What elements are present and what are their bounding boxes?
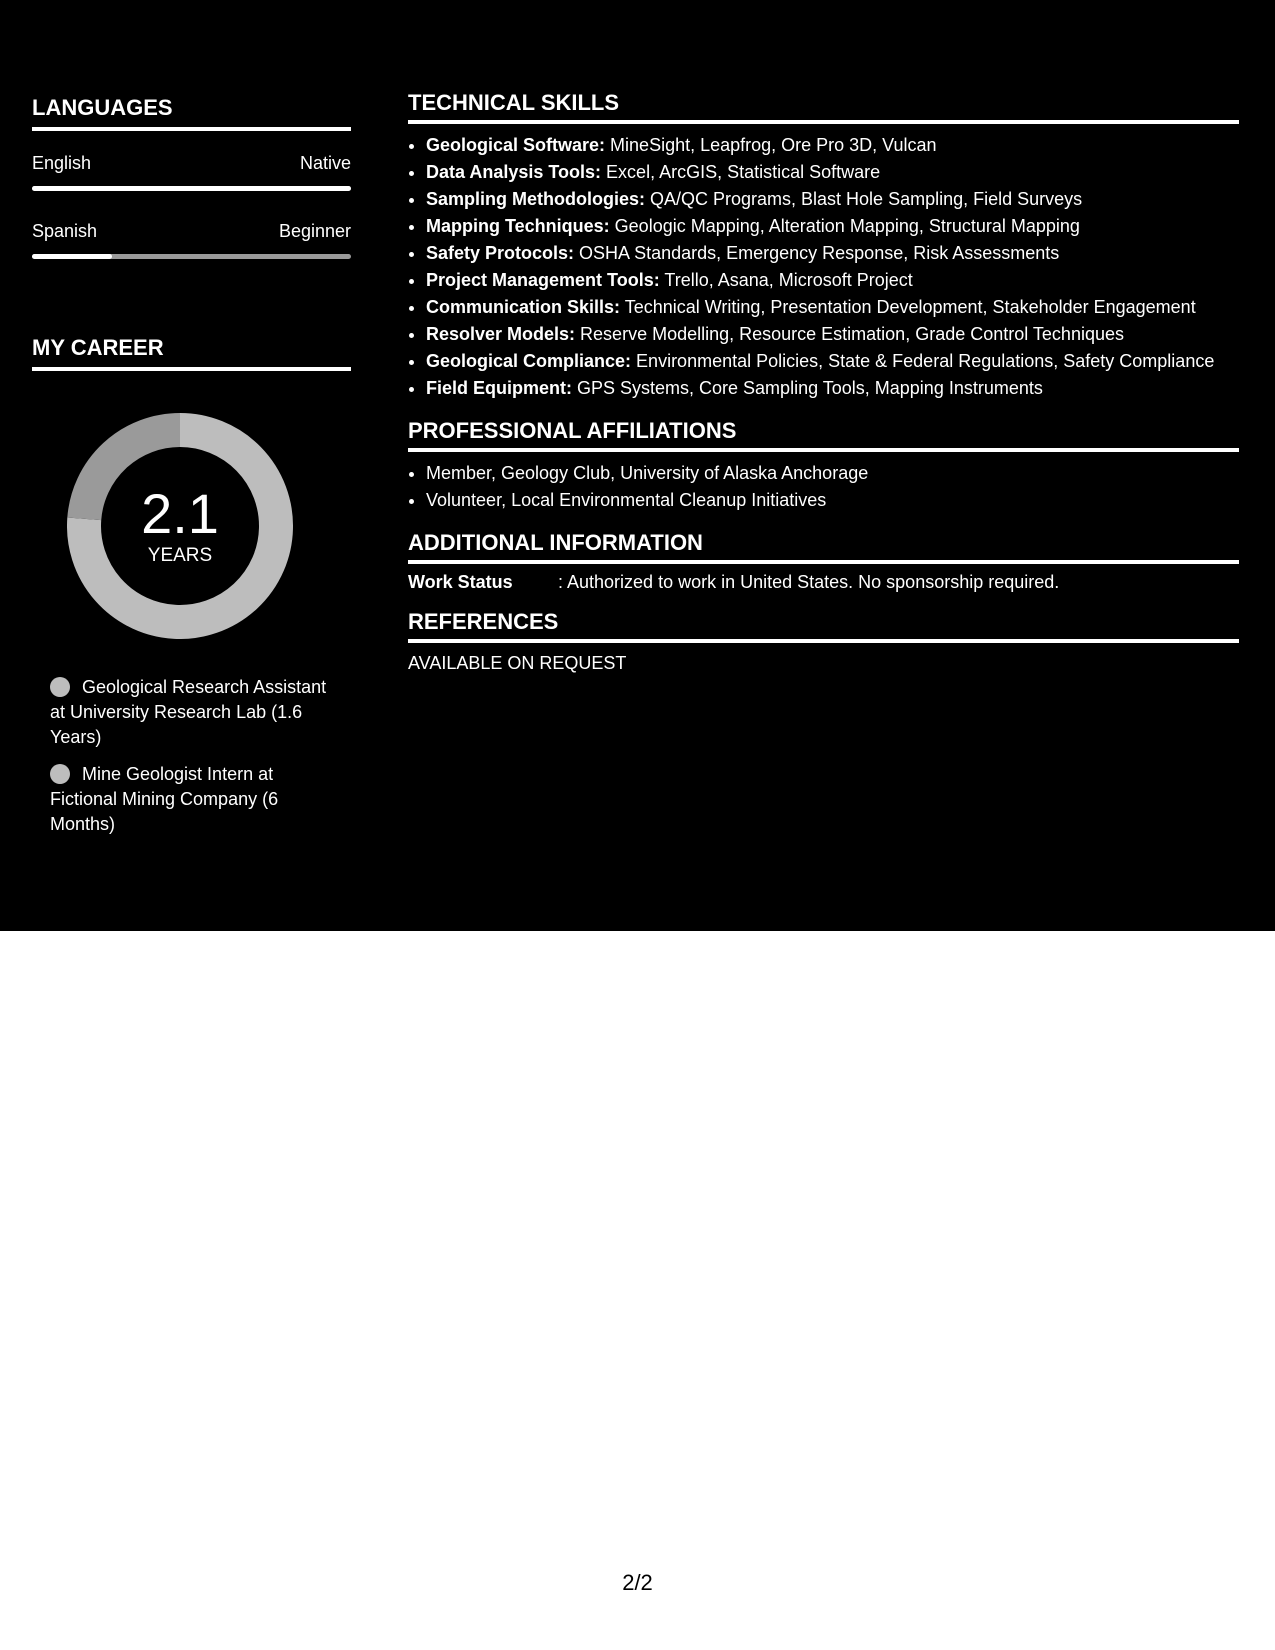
- skill-label: Geological Compliance:: [426, 351, 632, 371]
- language-level: Native: [299, 153, 351, 173]
- skill-text: MineSight, Leapfrog, Ore Pro 3D, Vulcan: [605, 135, 937, 155]
- bullet-dot-icon: [50, 677, 70, 697]
- career-item-text: Mine Geologist Intern at Fictional Mining Company (6 Months): [50, 764, 279, 834]
- career-item: [50, 675, 330, 750]
- skill-item: [426, 240, 1239, 267]
- skill-text: Geologic Mapping, Alteration Mapping, Structural Mapping: [609, 216, 1080, 236]
- language-spanish: [32, 221, 351, 259]
- skill-label: Sampling Methodologies:: [426, 189, 645, 209]
- skill-text: GPS Systems, Core Sampling Tools, Mapping Instruments: [572, 378, 1043, 398]
- skill-item: [426, 294, 1239, 321]
- skill-label: Project Management Tools:: [426, 270, 660, 290]
- sidebar: [32, 95, 351, 849]
- skill-text: Reserve Modelling, Resource Estimation, Grade Control Techniques: [575, 324, 1124, 344]
- skill-label: Safety Protocols:: [426, 243, 575, 263]
- language-proficiency-bar: [32, 186, 351, 191]
- affiliations-list: [408, 460, 1239, 514]
- skill-text: OSHA Standards, Emergency Response, Risk Assessments: [574, 243, 1060, 263]
- language-level: Beginner: [278, 221, 351, 241]
- skill-text: QA/QC Programs, Blast Hole Sampling, Field Surveys: [645, 189, 1083, 209]
- language-proficiency-bar: [32, 254, 351, 259]
- language-proficiency-fill: [32, 254, 112, 259]
- skill-text: Excel, ArcGIS, Statistical Software: [601, 162, 881, 182]
- skill-label: Geological Software:: [426, 135, 606, 155]
- affiliation-item: • Volunteer, Local Environmental Cleanup Initiatives: [426, 487, 1239, 514]
- technical-skills-section: [408, 90, 1239, 402]
- career-item: [50, 762, 330, 837]
- affiliation-item: • Member, Geology Club, University of Alaska Anchorage: [426, 460, 1239, 487]
- affiliations-section: [408, 418, 1239, 514]
- language-proficiency-fill: [32, 186, 351, 191]
- technical-skills-heading: TECHNICAL SKILLS: [408, 90, 1239, 124]
- skill-item: [426, 132, 1239, 159]
- references-heading: REFERENCES: [408, 609, 1239, 643]
- skill-label: Data Analysis Tools:: [426, 162, 602, 182]
- skill-label: Mapping Techniques:: [426, 216, 610, 236]
- skill-item: [426, 348, 1239, 375]
- work-status-row: [408, 572, 1239, 593]
- languages-heading: LANGUAGES: [32, 95, 351, 131]
- language-name: Spanish: [32, 221, 98, 241]
- career-item-text: Geological Research Assistant at University Research Lab (1.6 Years): [50, 677, 327, 747]
- skill-item: [426, 186, 1239, 213]
- language-name: English: [32, 153, 92, 173]
- skill-item: [426, 213, 1239, 240]
- language-english: [32, 153, 351, 191]
- career-list: [50, 675, 330, 837]
- skill-label: Field Equipment:: [426, 378, 572, 398]
- skill-text: Technical Writing, Presentation Development, Stakeholder Engagement: [620, 297, 1196, 317]
- references-section: [408, 609, 1239, 674]
- bullet-dot-icon: [50, 764, 70, 784]
- career-heading: MY CAREER: [32, 335, 351, 371]
- skill-item: [426, 267, 1239, 294]
- technical-skills-list: [408, 132, 1239, 402]
- career-donut-chart: [67, 413, 293, 639]
- work-status-label: Work Status: [408, 572, 513, 592]
- main-content: [408, 90, 1239, 690]
- skill-label: Resolver Models:: [426, 324, 576, 344]
- work-status-value: : Authorized to work in United States. No sponsorship required.: [558, 572, 1060, 592]
- skill-item: [426, 159, 1239, 186]
- skill-text: Environmental Policies, State & Federal Regulations, Safety Compliance: [631, 351, 1215, 371]
- career-total-value: 2.1: [141, 482, 219, 545]
- references-text: AVAILABLE ON REQUEST: [408, 653, 627, 673]
- skill-item: [426, 321, 1239, 348]
- additional-info-heading: ADDITIONAL INFORMATION: [408, 530, 1239, 564]
- skill-item: [426, 375, 1239, 402]
- page-number: 2/2: [622, 1570, 653, 1595]
- skill-text: Trello, Asana, Microsoft Project: [659, 270, 913, 290]
- career-total-unit: YEARS: [147, 545, 213, 566]
- skill-label: Communication Skills:: [426, 297, 621, 317]
- additional-info-section: [408, 530, 1239, 593]
- affiliations-heading: PROFESSIONAL AFFILIATIONS: [408, 418, 1239, 452]
